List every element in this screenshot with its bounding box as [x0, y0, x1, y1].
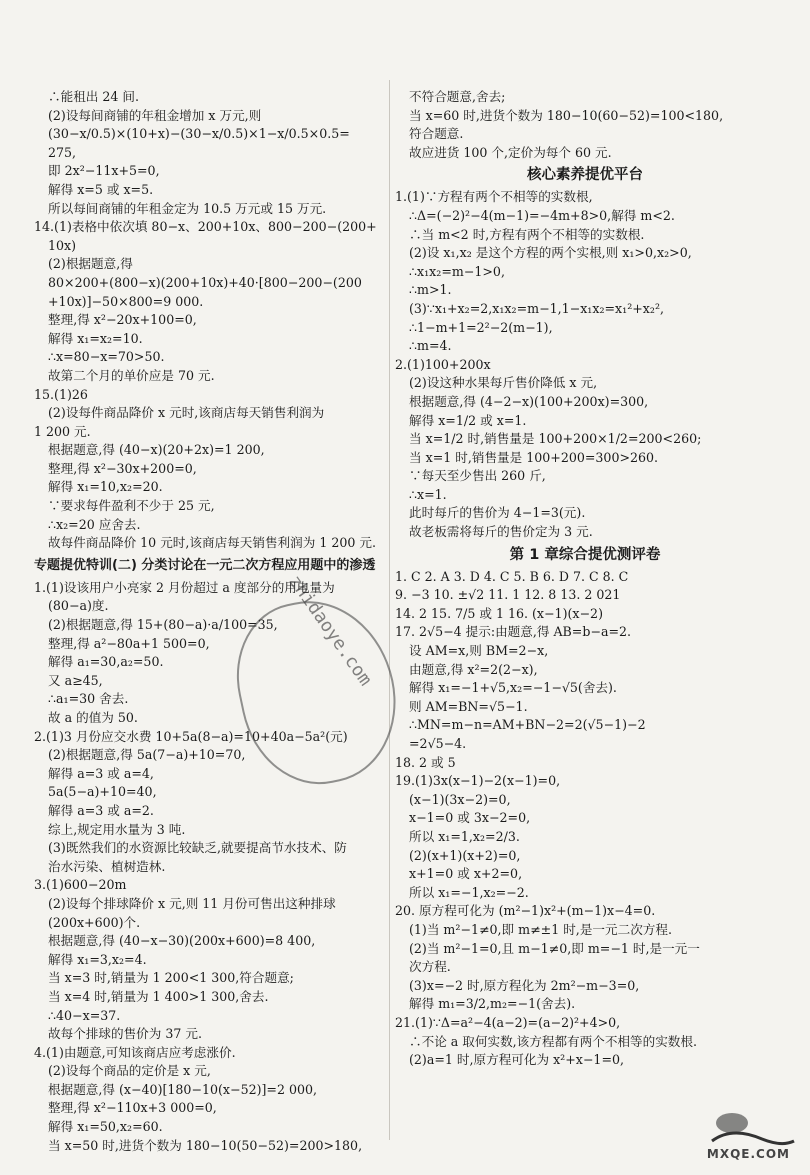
answer-line: 解得 x₁=−1+√5,x₂=−1−√5(舍去). [409, 680, 617, 696]
answer-line: 次方程. [409, 959, 451, 975]
answer-line: 当 x=4 时,销量为 1 400>1 300,舍去. [48, 988, 269, 1004]
answer-line: 故老板需将每斤的售价定为 3 元. [409, 524, 593, 540]
right-answer-block-3 [395, 568, 775, 1070]
answer-line: 1 200 元. [34, 423, 91, 439]
answer-line: (2)设每个商品的定价是 x 元, [48, 1063, 211, 1079]
answer-line: 9. −3 10. ±√2 11. 1 12. 8 13. 2 021 [395, 587, 621, 603]
watermark-text: zhidaoye.com [284, 571, 376, 690]
answer-line: 14.(1)表格中依次填 80−x、200+10x、800−200−(200+ [34, 219, 377, 235]
answer-line: 17. 2√5−4 提示:由题意,得 AB=b−a=2. [395, 624, 632, 640]
section-heading-special-training: 专题提优特训(二) 分类讨论在一元二次方程应用题中的渗透 [34, 557, 376, 573]
answer-line: 解得 a₁=30,a₂=50. [48, 654, 164, 670]
answer-line: (2)根据题意,得 15+(80−a)·a/100=35, [48, 617, 278, 633]
answer-line: 整理,得 x²−20x+100=0, [48, 312, 197, 328]
answer-line: 19.(1)3x(x−1)−2(x−1)=0, [395, 773, 561, 789]
column-divider [389, 80, 390, 1140]
answer-line: (2)设 x₁,x₂ 是这个方程的两个实根,则 x₁>0,x₂>0, [409, 245, 692, 261]
answer-line: 2.(1)100+200x [395, 356, 491, 372]
answer-line: 综上,规定用水量为 3 吨. [48, 821, 186, 837]
answer-line: (3)∵x₁+x₂=2,x₁x₂=m−1,1−x₁x₂=x₁²+x₂², [409, 300, 665, 316]
answer-line: 故应进货 100 个,定价为每个 60 元. [409, 144, 612, 160]
answer-line: 整理,得 x²−30x+200=0, [48, 460, 197, 476]
answer-line: 解得 a=3 或 a=4, [48, 765, 154, 781]
answer-line: ∴Δ=(−2)²−4(m−1)=−4m+8>0,解得 m<2. [409, 207, 675, 223]
answer-line: 18. 2 或 5 [395, 754, 456, 770]
answer-line: 根据题意,得 (x−40)[180−10(x−52)]=2 000, [48, 1081, 318, 1097]
answer-line: 1. C 2. A 3. D 4. C 5. B 6. D 7. C 8. C [395, 568, 629, 584]
answer-line: 5a(5−a)+10=40, [48, 784, 157, 800]
answer-line: 此时每斤的售价为 4−1=3(元). [409, 505, 586, 521]
answer-line: ∴当 m<2 时,方程有两个不相等的实数根. [409, 226, 645, 242]
answer-line: 整理,得 a²−80a+1 500=0, [48, 635, 210, 651]
answer-line: 所以 x₁=−1,x₂=−2. [409, 884, 529, 900]
answer-line: ∴x₂=20 应舍去. [48, 516, 141, 532]
answer-line: 当 x=1 时,销售量是 100+200=300>260. [409, 449, 659, 465]
answer-line: ∵每天至少售出 260 斤, [409, 468, 546, 484]
answer-line: 所以每间商铺的年租金定为 10.5 万元或 15 万元. [48, 200, 327, 216]
answer-line: ∴x=80−x=70>50. [48, 349, 165, 365]
answer-line: 所以 x₁=1,x₂=2/3. [409, 828, 520, 844]
answer-line: x−1=0 或 3x−2=0, [409, 810, 531, 826]
answer-line: =2√5−4. [409, 736, 467, 751]
answer-line: 故 a 的值为 50. [48, 710, 138, 725]
answer-line: ∴x=1. [409, 486, 447, 502]
answer-line: 不符合题意,舍去; [409, 89, 506, 104]
answer-line: 治水污染、植树造林. [48, 858, 166, 874]
answer-line: (2)设每个排球降价 x 元,则 11 月份可售出这种排球 [48, 895, 336, 911]
answer-line: 解得 x₁=x₂=10. [48, 330, 143, 346]
answer-line: 1.(1)设该用户小亮家 2 月份超过 a 度部分的用电量为 [34, 579, 335, 595]
answer-line: 20. 原方程可化为 (m²−1)x²+(m−1)x−4=0. [395, 903, 656, 919]
answer-line: (2)根据题意,得 5a(7−a)+10=70, [48, 747, 246, 763]
answer-line: ∴1−m+1=2²−2(m−1), [409, 319, 553, 335]
answer-line: 解得 m₁=3/2,m₂=−1(舍去). [409, 996, 576, 1012]
answer-line: 当 x=50 时,进货个数为 180−10(50−52)=200>180, [48, 1137, 363, 1153]
answer-line: 则 AM=BN=√5−1. [409, 698, 528, 714]
answer-line: (2)a=1 时,原方程可化为 x²+x−1=0, [409, 1052, 625, 1068]
answer-line: 当 x=1/2 时,销售量是 100+200×1/2=200<260; [409, 431, 702, 447]
answer-line: (2)当 m²−1=0,且 m−1≠0,即 m=−1 时,是一元一 [409, 940, 700, 956]
answer-line: 当 x=60 时,进货个数为 180−10(60−52)=100<180, [409, 107, 724, 123]
answer-line: ∴不论 a 取何实数,该方程都有两个不相等的实数根. [409, 1033, 697, 1049]
answer-line: 又 a≥45, [48, 672, 103, 688]
answer-line: (200x+600)个. [48, 914, 141, 930]
answer-line: 解得 x=1/2 或 x=1. [409, 412, 527, 428]
answer-line: ∴能租出 24 间. [48, 89, 140, 104]
section-heading-chapter-test: 第 1 章综合提优测评卷 [509, 546, 661, 563]
answer-line: ∴m>1. [409, 282, 452, 298]
answer-line: 故每件商品降价 10 元时,该商店每天销售利润为 1 200 元. [48, 535, 376, 551]
answer-line: 1.(1)∵方程有两个不相等的实数根, [395, 189, 593, 205]
answer-line: 15.(1)26 [34, 386, 88, 402]
answer-line: +10x)]−50×800=9 000. [48, 293, 204, 309]
answer-line: 由题意,得 x²=2(2−x), [409, 661, 538, 677]
answer-line: (2)设每件商品降价 x 元时,该商店每天销售利润为 [48, 405, 325, 421]
answer-line: ∴x₁x₂=m−1>0, [409, 263, 505, 279]
answer-line: 10x) [48, 237, 77, 253]
answer-line: 当 x=3 时,销量为 1 200<1 300,符合题意; [48, 970, 294, 986]
answer-line: 根据题意,得 (4−2−x)(100+200x)=300, [409, 393, 649, 409]
right-answer-block-2 [395, 188, 775, 541]
answer-line: 80×200+(800−x)(200+10x)+40·[800−200−(200 [48, 274, 362, 290]
answer-line: 故每个排球的售价为 37 元. [48, 1026, 202, 1042]
answer-line: ∴a₁=30 舍去. [48, 691, 129, 707]
left-answer-block [34, 88, 384, 553]
right-column [395, 88, 775, 1070]
answer-line: ∴MN=m−n=AM+BN−2=2(√5−1)−2 [409, 717, 646, 733]
answer-line: 解得 x=5 或 x=5. [48, 181, 154, 197]
answer-line: 解得 x₁=50,x₂=60. [48, 1119, 163, 1135]
answer-line: 根据题意,得 (40−x−30)(200x+600)=8 400, [48, 933, 316, 949]
answer-line: 根据题意,得 (40−x)(20+2x)=1 200, [48, 442, 265, 458]
answer-line: 14. 2 15. 7/5 或 1 16. (x−1)(x−2) [395, 605, 603, 621]
answer-line: (30−x/0.5)×(10+x)−(30−x/0.5)×1−x/0.5×0.5= [48, 126, 350, 142]
answer-line: 21.(1)∵Δ=a²−4(a−2)=(a−2)²+4>0, [395, 1014, 621, 1030]
answer-line: 3.(1)600−20m [34, 877, 127, 893]
answer-line: 即 2x²−11x+5=0, [48, 163, 160, 179]
answer-line: 解得 x₁=3,x₂=4. [48, 951, 147, 967]
answer-line: (2)根据题意,得 [48, 256, 133, 272]
answer-line: ∴40−x=37. [48, 1007, 121, 1023]
answer-line: (1)当 m²−1≠0,即 m≠±1 时,是一元二次方程. [409, 921, 672, 937]
answer-line: 解得 x₁=10,x₂=20. [48, 479, 163, 495]
answer-line: 解得 a=3 或 a=2. [48, 802, 154, 818]
answer-line: 2.(1)3 月份应交水费 10+5a(8−a)=10+40a−5a²(元) [34, 728, 348, 744]
answer-line: (80−a)度. [48, 598, 109, 614]
answer-line: 设 AM=x,则 BM=2−x, [409, 643, 549, 659]
answer-line: ∴m=4. [409, 338, 452, 354]
answer-line: 275, [48, 144, 77, 160]
answer-line: (3)既然我们的水资源比较缺乏,就要提高节水技术、防 [48, 840, 347, 856]
site-logo-text: MXQE.COM [706, 1147, 790, 1161]
answer-line: x+1=0 或 x+2=0, [409, 866, 523, 882]
answer-line: (2)设这种水果每斤售价降低 x 元, [409, 375, 598, 391]
answer-line: (x−1)(3x−2)=0, [409, 791, 511, 807]
answer-line: (3)x=−2 时,原方程化为 2m²−m−3=0, [409, 977, 640, 993]
right-answer-block [395, 88, 775, 162]
answer-line: 故第二个月的单价应是 70 元. [48, 367, 215, 383]
answer-line: (2)(x+1)(x+2)=0, [409, 847, 521, 863]
answer-line: ∵要求每件盈利不少于 25 元, [48, 498, 215, 514]
answer-line: 符合题意. [409, 126, 464, 142]
answer-line: 4.(1)由题意,可知该商店应考虑涨价. [34, 1044, 236, 1060]
answer-line: (2)设每间商铺的年租金增加 x 万元,则 [48, 107, 262, 123]
answer-line: 整理,得 x²−110x+3 000=0, [48, 1100, 217, 1116]
section-heading-core-literacy: 核心素养提优平台 [527, 167, 643, 184]
